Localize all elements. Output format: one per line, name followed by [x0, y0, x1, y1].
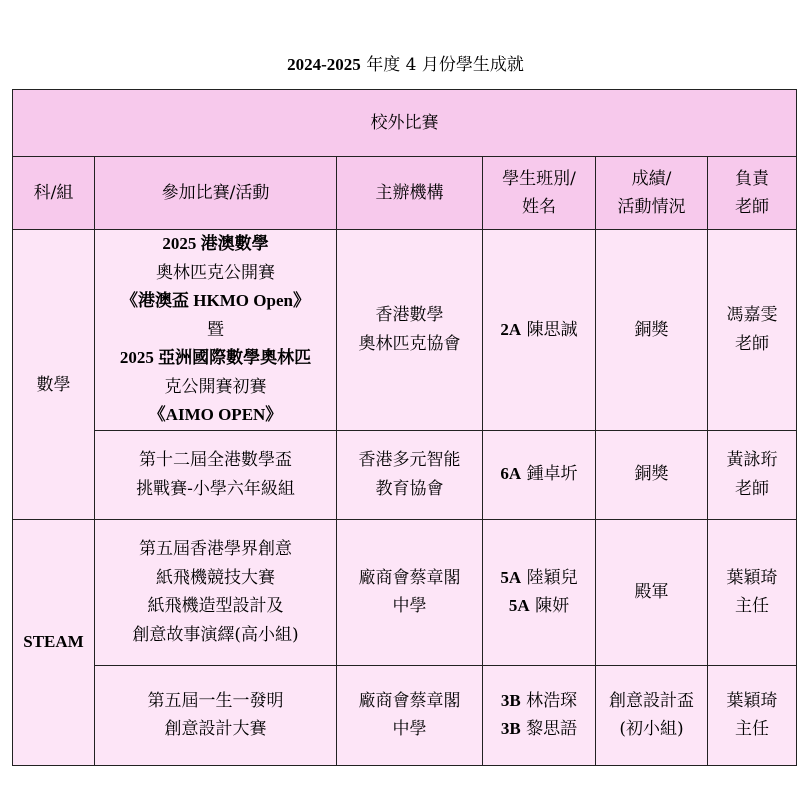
col-competition: 參加比賽/活動 — [95, 157, 337, 230]
section-header: 校外比賽 — [13, 90, 797, 157]
student-cell: 3B 林浩琛 3B 黎思語 — [483, 665, 596, 765]
result-cell: 殿軍 — [596, 519, 708, 665]
col-student: 學生班別/ 姓名 — [483, 157, 596, 230]
result-cell: 銅獎 — [596, 430, 708, 519]
result-cell: 銅獎 — [596, 230, 708, 431]
page-title — [0, 50, 811, 75]
competition-cell: 2025 港澳數學 奧林匹克公開賽 《港澳盃 HKMO Open》 暨 2025 亞洲國際數學奧林匹 克公開賽初賽 《AIMO OPEN》 — [95, 230, 337, 431]
subject-cell: 數學 — [13, 230, 95, 431]
organizer-cell: 香港多元智能 教育協會 — [337, 430, 483, 519]
column-header-row — [13, 157, 797, 230]
subject-cell — [13, 665, 95, 765]
title-text: 年度 4 月份學生成就 — [366, 55, 524, 75]
organizer-cell: 香港數學 奧林匹克協會 — [337, 230, 483, 431]
competition-cell: 第十二屆全港數學盃 挑戰賽-小學六年級組 — [95, 430, 337, 519]
result-cell: 創意設計盃 (初小組) — [596, 665, 708, 765]
organizer-cell: 廠商會蔡章閣 中學 — [337, 665, 483, 765]
student-cell: 2A 陳思誠 — [483, 230, 596, 431]
teacher-cell: 黃詠珩 老師 — [708, 430, 797, 519]
col-organizer: 主辦機構 — [337, 157, 483, 230]
competition-cell: 第五屆一生一發明 創意設計大賽 — [95, 665, 337, 765]
achievements-table — [12, 89, 797, 766]
teacher-cell: 葉穎琦 主任 — [708, 665, 797, 765]
col-subject: 科/組 — [13, 157, 95, 230]
competition-cell: 第五屆香港學界創意 紙飛機競技大賽 紙飛機造型設計及 創意故事演繹(高小組) — [95, 519, 337, 665]
table-row — [13, 230, 797, 431]
teacher-cell: 葉穎琦 主任 — [708, 519, 797, 665]
table-row — [13, 519, 797, 665]
subject-cell: STEAM — [13, 519, 95, 665]
teacher-cell: 馮嘉雯 老師 — [708, 230, 797, 431]
student-cell: 6A 鍾卓圻 — [483, 430, 596, 519]
student-cell: 5A 陸穎兒 5A 陳妍 — [483, 519, 596, 665]
col-teacher: 負責 老師 — [708, 157, 797, 230]
title-years: 2024-2025 — [287, 55, 361, 74]
table-row — [13, 665, 797, 765]
col-result: 成績/ 活動情況 — [596, 157, 708, 230]
table-row — [13, 430, 797, 519]
organizer-cell: 廠商會蔡章閣 中學 — [337, 519, 483, 665]
subject-cell — [13, 430, 95, 519]
